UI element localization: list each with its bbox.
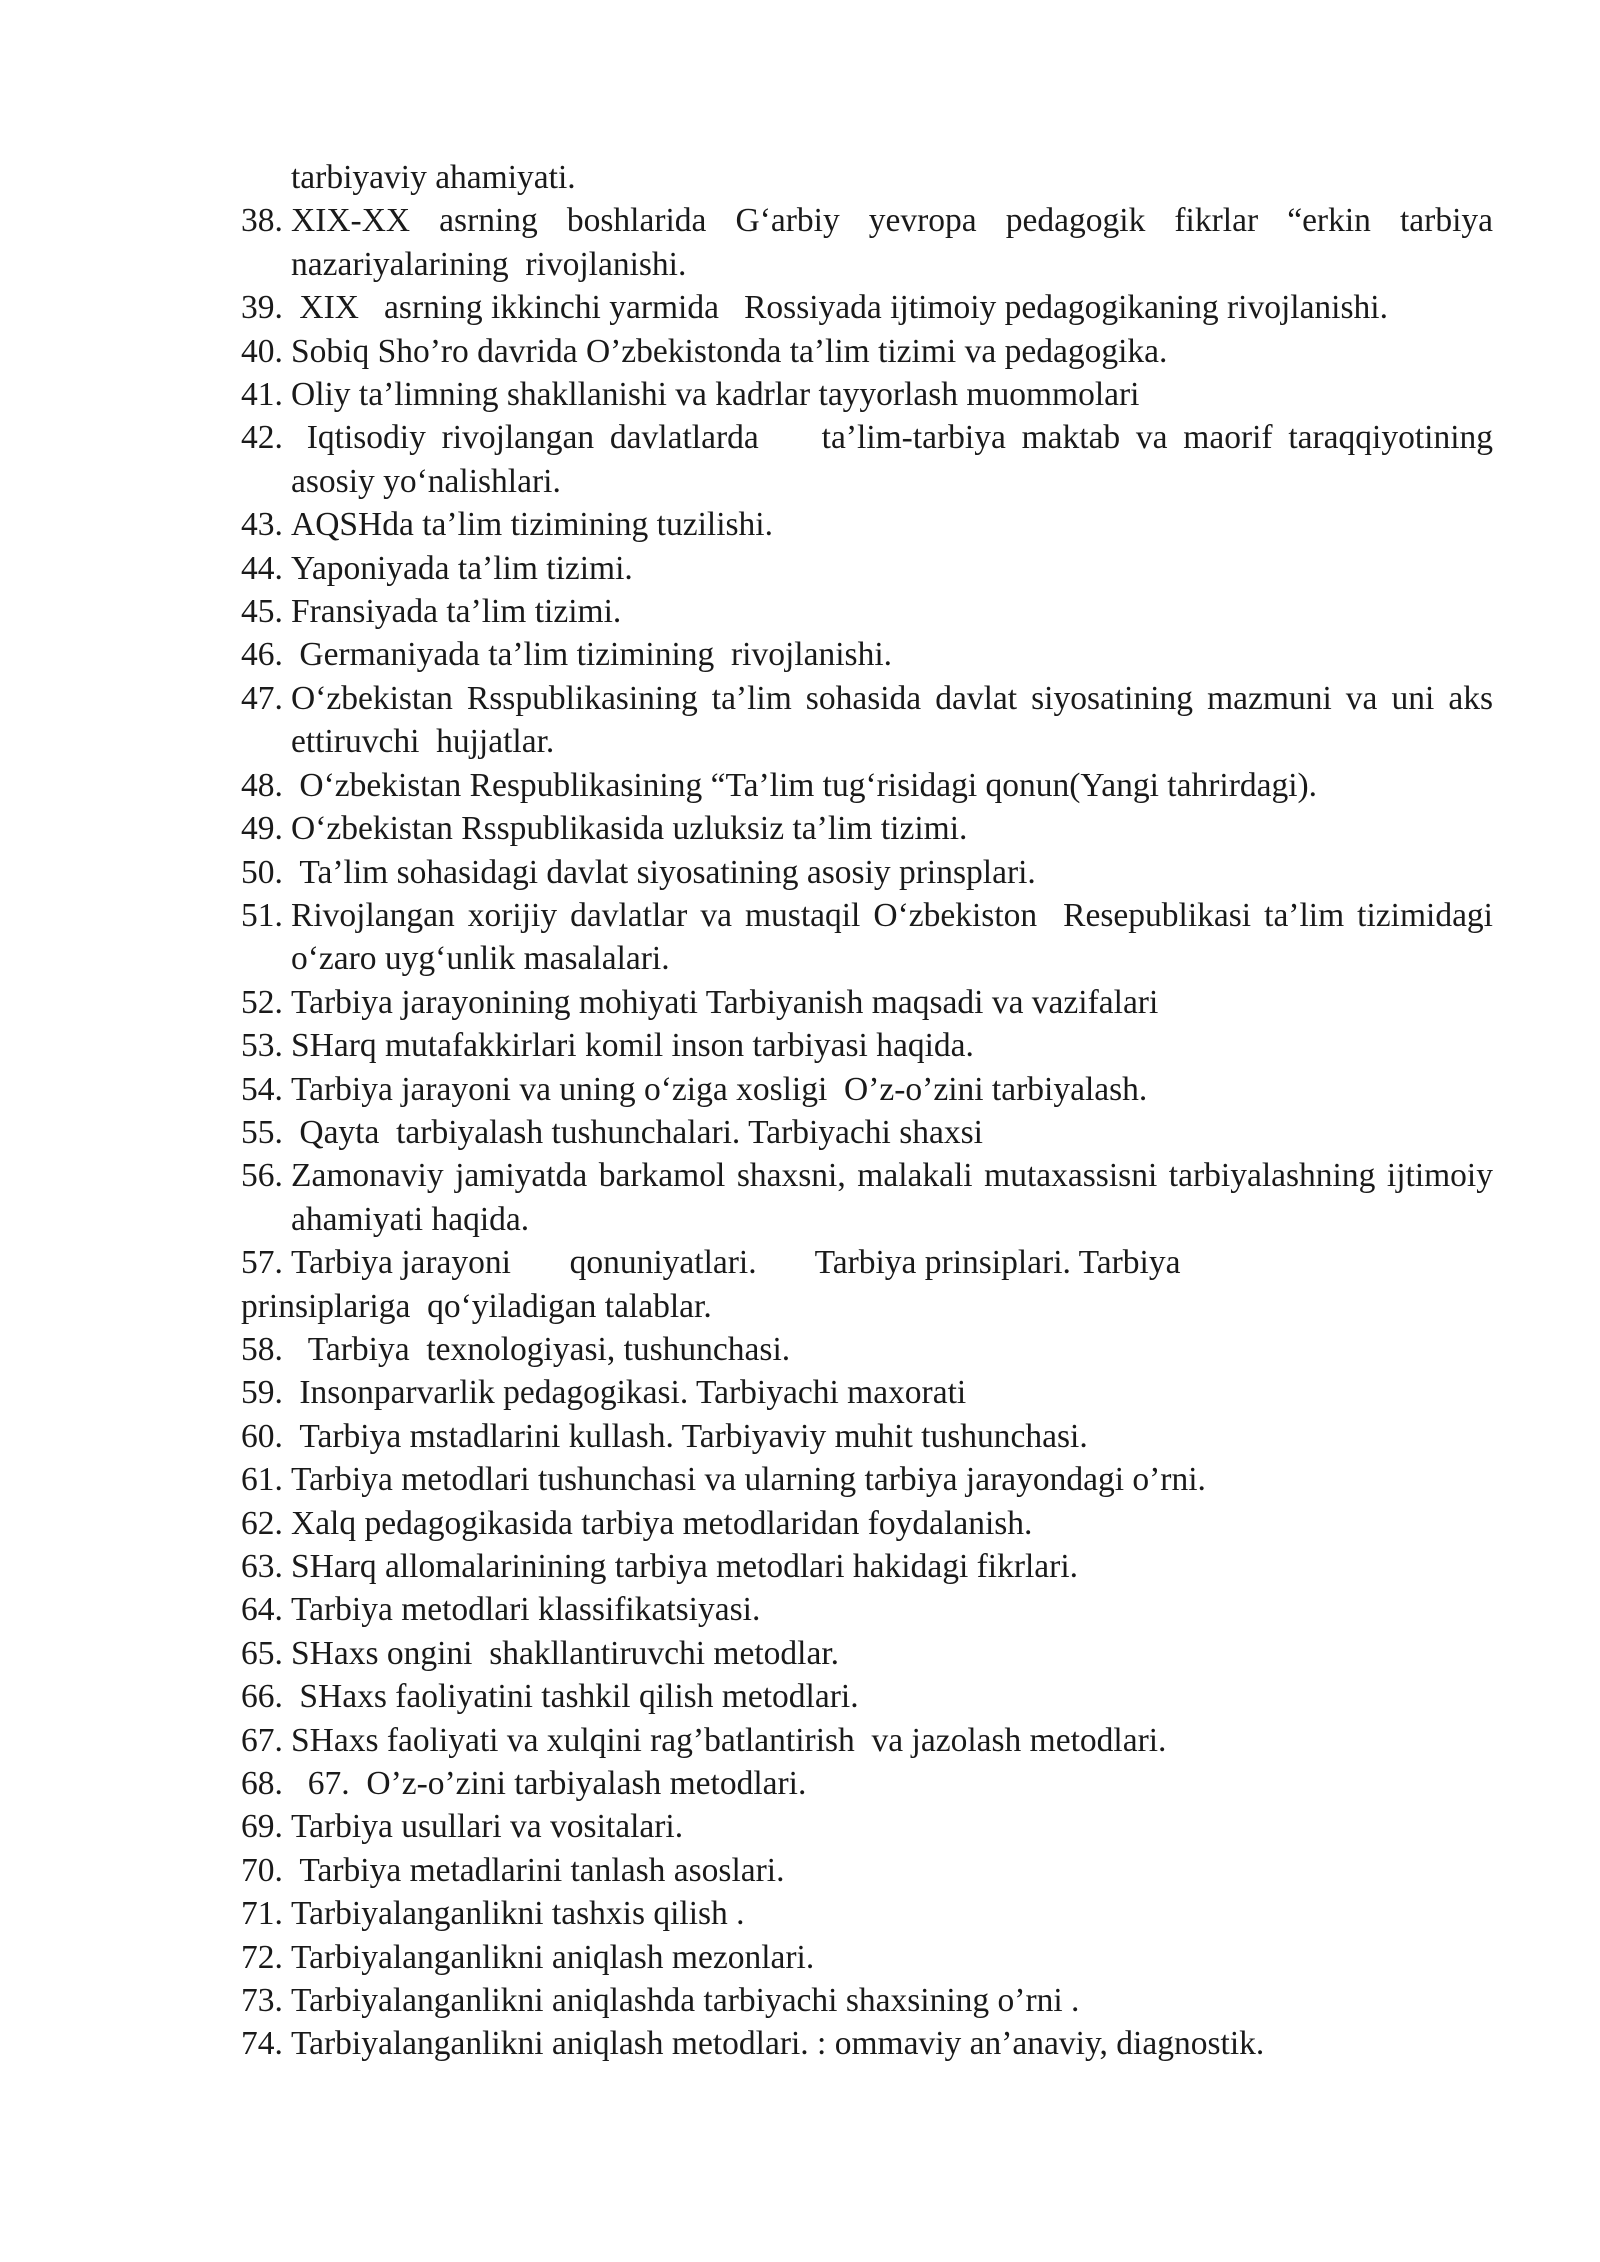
list-item <box>241 1154 1502 1241</box>
list-item <box>241 1415 1493 1458</box>
list-item-text: Tarbiyalanganlikni aniqlashda tarbiyachi shaxsining o’rni . <box>291 1982 1080 2020</box>
list-item-number: 59. <box>241 1374 283 1412</box>
list-item-text: Tarbiyalanganlikni aniqlash mezonlari. <box>291 1938 815 1976</box>
list-item <box>241 503 1493 546</box>
list-item <box>241 1936 1493 1979</box>
list-item-text: O‘zbekistan Respublikasining “Ta’lim tug‘risidagi qonun(Yangi tahrirdagi). <box>291 766 1318 804</box>
list-item-number: 64. <box>241 1591 283 1629</box>
list-item-text: SHaxs ongini shakllantiruvchi metodlar. <box>291 1634 840 1672</box>
list-item-text: Tarbiya metodlari klassifikatsiyasi. <box>291 1591 761 1629</box>
list-group-1 <box>241 199 1502 1241</box>
list-item-text: SHarq allomalarinining tarbiya metodlari hakidagi fikrlari. <box>291 1548 1079 1585</box>
list-item <box>241 1892 1493 1935</box>
list-item-text: 67. O’z-o’zini tarbiyalash metodlari. <box>291 1765 807 1803</box>
list-item-number: 53. <box>241 1027 283 1065</box>
list-item <box>241 286 1493 329</box>
list-item-text: Tarbiyalanganlikni aniqlash metodlari. : ommaviy an’anaviy, diagnostik. <box>291 2025 1265 2063</box>
list-item <box>241 330 1493 373</box>
list-item <box>241 1719 1493 1762</box>
list-item-number: 68. <box>241 1765 283 1803</box>
list-item-number: 46. <box>241 636 283 674</box>
list-item <box>241 1068 1493 1111</box>
list-item-number: 55. <box>241 1113 283 1151</box>
list-item-text: XIX-XX asrning boshlarida G‘arbiy yevropa pedagogik fikrlar “erkin tarbiya nazariyalarining rivojlanishi. <box>291 202 1502 283</box>
list-item-number: 50. <box>241 853 283 891</box>
list-item-text: O‘zbekistan Rsspublikasida uzluksiz ta’lim tizimi. <box>291 810 968 848</box>
list-item-number: 74. <box>241 2025 283 2063</box>
list-item-text: SHarq mutafakkirlari komil inson tarbiyasi haqida. <box>291 1027 974 1065</box>
list-item <box>241 807 1493 850</box>
list-item <box>241 894 1502 981</box>
list-item-number: 69. <box>241 1808 283 1846</box>
list-item-text: XIX asrning ikkinchi yarmida Rossiyada ijtimoiy pedagogikaning rivojlanishi. <box>291 289 1388 327</box>
list-item-number: 58. <box>241 1330 283 1368</box>
list-item-text: Tarbiya metodlari tushunchasi va ularning tarbiya jarayondagi o’rni. <box>291 1461 1206 1499</box>
list-item-text: AQSHda ta’lim tizimining tuzilishi. <box>291 506 773 544</box>
list-item-number: 47. <box>241 679 283 717</box>
list-item-number: 67. <box>241 1721 283 1759</box>
list-item-number: 41. <box>241 376 283 414</box>
list-item <box>241 1588 1493 1631</box>
list-item <box>241 1371 1493 1414</box>
list-item-continuation <box>241 156 1493 199</box>
list-item <box>241 1675 1493 1718</box>
list-item-text: Iqtisodiy rivojlangan davlatlarda ta’lim-tarbiya maktab va maorif taraqqiyotining asosiy yo‘nalishlari. <box>291 419 1502 500</box>
list-item-text: Insonparvarlik pedagogikasi. Tarbiyachi maxorati <box>291 1374 967 1412</box>
question-list <box>241 156 1502 2066</box>
list-item-number: 42. <box>241 419 283 457</box>
list-item-number: 65. <box>241 1634 283 1672</box>
list-item <box>241 677 1502 764</box>
list-item-text-wrap: prinsiplariga qo‘yiladigan talablar. <box>241 1287 712 1325</box>
list-item <box>241 1502 1493 1545</box>
list-item <box>241 1111 1493 1154</box>
list-item-number: 51. <box>241 896 283 934</box>
list-item <box>241 547 1493 590</box>
list-item-text: Oliy ta’limning shakllanishi va kadrlar tayyorlash muommolari <box>291 376 1140 414</box>
list-item-number: 62. <box>241 1504 283 1542</box>
list-item-text: SHaxs faoliyatini tashkil qilish metodlari. <box>291 1678 859 1716</box>
list-item <box>241 981 1493 1024</box>
list-item <box>241 1328 1493 1371</box>
list-item-number: 60. <box>241 1417 283 1455</box>
list-item <box>241 1805 1493 1848</box>
list-item <box>241 1024 1493 1067</box>
list-item-text: Germaniyada ta’lim tizimining rivojlanishi. <box>291 636 893 674</box>
list-item-text: Tarbiya usullari va vositalari. <box>291 1808 684 1846</box>
list-item-text: Tarbiya texnologiyasi, tushunchasi. <box>291 1330 791 1368</box>
list-item <box>241 633 1493 676</box>
list-item-text: Tarbiya metadlarini tanlash asoslari. <box>291 1851 785 1889</box>
list-item-number: 73. <box>241 1982 283 2020</box>
list-item <box>241 1545 1493 1588</box>
list-item <box>241 1458 1493 1501</box>
list-item-number: 43. <box>241 506 283 544</box>
list-item <box>241 2022 1493 2065</box>
list-item <box>241 199 1502 286</box>
list-item-number: 39. <box>241 289 283 327</box>
list-item <box>241 590 1493 633</box>
list-item <box>241 1241 1493 1284</box>
list-item-number: 40. <box>241 332 283 370</box>
list-item-number: 66. <box>241 1678 283 1716</box>
list-item <box>241 764 1493 807</box>
list-item-number: 49. <box>241 810 283 848</box>
list-item-number: 44. <box>241 549 283 587</box>
list-item-number: 45. <box>241 593 283 631</box>
list-item-number: 71. <box>241 1895 283 1933</box>
list-item-text: Tarbiya mstadlarini kullash. Tarbiyaviy muhit tushunchasi. <box>291 1417 1088 1455</box>
list-item <box>241 416 1502 503</box>
list-item <box>241 1632 1493 1675</box>
list-item <box>241 1762 1493 1805</box>
list-item-text: Fransiyada ta’lim tizimi. <box>291 593 622 631</box>
list-item-text: Zamonaviy jamiyatda barkamol shaxsni, malakali mutaxassisni tarbiyalashning ijtimoiy ahamiyati haqida. <box>291 1157 1502 1238</box>
list-item-text: tarbiyaviy ahamiyati. <box>291 159 576 196</box>
list-item-number: 61. <box>241 1461 283 1499</box>
list-item-text: Tarbiyalanganlikni tashxis qilish . <box>291 1895 745 1933</box>
list-item-number: 63. <box>241 1548 283 1585</box>
list-item-text: Tarbiya jarayoni va uning o‘ziga xosligi O’z-o’zini tarbiyalash. <box>291 1070 1148 1108</box>
list-item-text: SHaxs faoliyati va xulqini rag’batlantirish va jazolash metodlari. <box>291 1721 1167 1759</box>
list-item-number: 54. <box>241 1070 283 1108</box>
list-item-text: Xalq pedagogikasida tarbiya metodlaridan foydalanish. <box>291 1504 1033 1542</box>
list-item-text: Sobiq Sho’ro davrida O’zbekistonda ta’lim tizimi va pedagogika. <box>291 332 1168 370</box>
list-item-text: Qayta tarbiyalash tushunchalari. Tarbiyachi shaxsi <box>291 1113 983 1151</box>
list-item-text: Yaponiyada ta’lim tizimi. <box>291 549 633 587</box>
list-item-number: 48. <box>241 766 283 804</box>
list-group-2 <box>241 1328 1493 2066</box>
list-item <box>241 1979 1493 2022</box>
list-item-text: Ta’lim sohasidagi davlat siyosatining asosiy prinsplari. <box>291 853 1036 891</box>
list-item-number: 70. <box>241 1851 283 1889</box>
list-item-number: 57. <box>241 1244 283 1282</box>
list-item-text: Tarbiya jarayonining mohiyati Tarbiyanish maqsadi va vazifalari <box>291 983 1159 1021</box>
list-item-text: Tarbiya jarayoni qonuniyatlari. Tarbiya prinsiplari. Tarbiya <box>291 1244 1181 1282</box>
list-item-number: 72. <box>241 1938 283 1976</box>
list-item-number: 38. <box>241 202 283 240</box>
list-item-number: 56. <box>241 1157 283 1195</box>
list-item-text: Rivojlangan xorijiy davlatlar va mustaqil O‘zbekiston Resepublikasi ta’lim tizimidagi o‘zaro uyg‘unlik masalalari. <box>291 896 1502 978</box>
list-item <box>241 851 1493 894</box>
list-item <box>241 373 1493 416</box>
list-item <box>241 1849 1493 1892</box>
list-item-number: 52. <box>241 983 283 1021</box>
list-item-text: O‘zbekistan Rsspublikasining ta’lim sohasida davlat siyosatining mazmuni va uni aks ettiruvchi hujjatlar. <box>291 679 1502 761</box>
